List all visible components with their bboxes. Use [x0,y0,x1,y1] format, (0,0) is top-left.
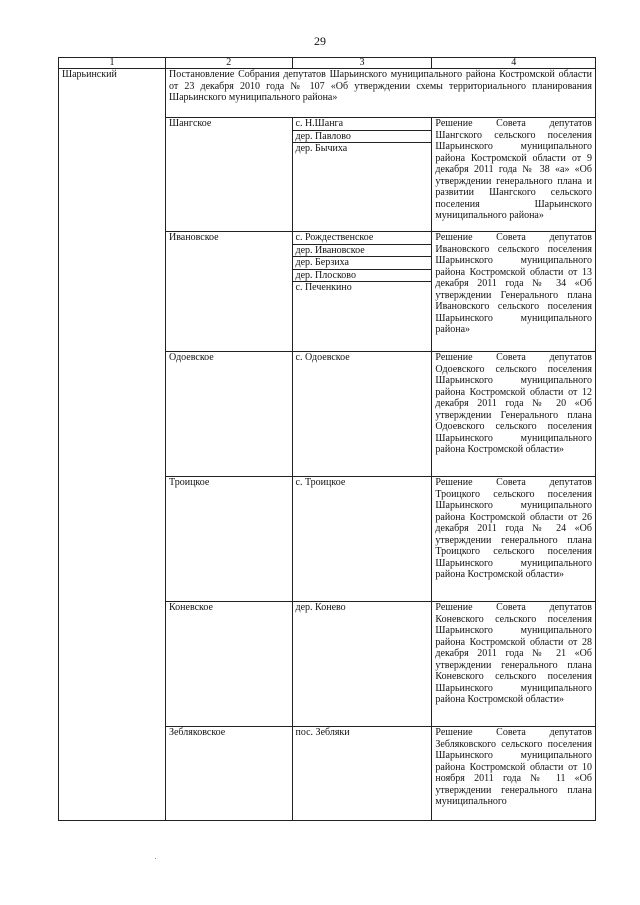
locality-item: с. Н.Шанга [293,118,432,131]
settlement-name: Шангское [165,118,292,232]
localities-cell [292,602,432,727]
localities-cell [292,727,432,821]
decision-text: Решение Совета депутатов Троицкого сельского поселения Шарьинского муниципального района Костромской области от 26 декабря 2011 года № 24 «Об утверждении генерального плана Троицкого сельского поселения Шарьинского муниципального района Костромской области» [432,477,596,602]
page-number: 29 [314,34,326,48]
localities-cell [292,352,432,477]
locality-item: дер. Конево [295,602,346,613]
settlement-name: Одоевское [165,352,292,477]
localities-cell [292,232,432,352]
settlement-name: Ивановское [165,232,292,352]
settlements-table [58,57,596,821]
scan-speck [155,858,156,859]
locality-item: с. Печенкино [295,282,352,293]
settlement-name: Зебляковское [165,727,292,821]
column-header-3: 3 [292,58,432,69]
table-row [59,69,596,118]
locality-item: дер. Ивановское [293,245,432,258]
locality-item: с. Одоевское [295,352,350,363]
locality-item: пос. Зебляки [295,727,350,738]
locality-item: с. Троицкое [295,477,346,488]
localities-cell [292,118,432,232]
locality-item: дер. Бычиха [295,143,348,154]
decision-text: Решение Совета депутатов Одоевского сельского поселения Шарьинского муниципального района Костромской области от 12 декабря 2011 года № 20 «Об утверждении Генерального плана Одоевского сельского поселения Шарьинского муниципального района Костромской области» [432,352,596,477]
decision-text: Решение Совета депутатов Шангского сельского поселения Шарьинского муниципального района Костромской области от 9 декабря 2011 года № 38 «а» «Об утверждении генерального плана и развитии Шангского сельского поселения Шарьинского муниципального района» [432,118,596,232]
table-header-row [59,58,596,69]
locality-item: дер. Павлово [293,131,432,144]
locality-item: с. Рождественское [293,232,432,245]
settlement-name: Троицкое [165,477,292,602]
column-header-2: 2 [165,58,292,69]
locality-item: дер. Плосково [293,270,432,283]
decision-text: Решение Совета депутатов Зебляковского сельского поселения Шарьинского муниципального района Костромской области от 10 ноября 2011 года № 11 «Об утверждении генерального плана муниципального [432,727,596,821]
localities-cell [292,477,432,602]
settlement-name: Коневское [165,602,292,727]
district-document: Постановление Собрания депутатов Шарьинского муниципального района Костромской области от 23 декабря 2010 года № 107 «Об утверждении схемы территориального планирования Шарьинского муниципального района» [165,69,595,118]
column-header-4: 4 [432,58,596,69]
column-header-1: 1 [59,58,166,69]
locality-item: дер. Берзиха [293,257,432,270]
decision-text: Решение Совета депутатов Ивановского сельского поселения Шарьинского муниципального района Костромской области от 13 декабря 2011 года № 34 «Об утверждении Генерального плана Ивановского сельского поселения Шарьинского муниципального района» [432,232,596,352]
decision-text: Решение Совета депутатов Коневского сельского поселения Шарьинского муниципального района Костромской области от 28 декабря 2011 года № 21 «Об утверждении генерального плана Коневского сельского поселения Шарьинского муниципального района Костромской области» [432,602,596,727]
district-name: Шарьинский [59,69,166,821]
